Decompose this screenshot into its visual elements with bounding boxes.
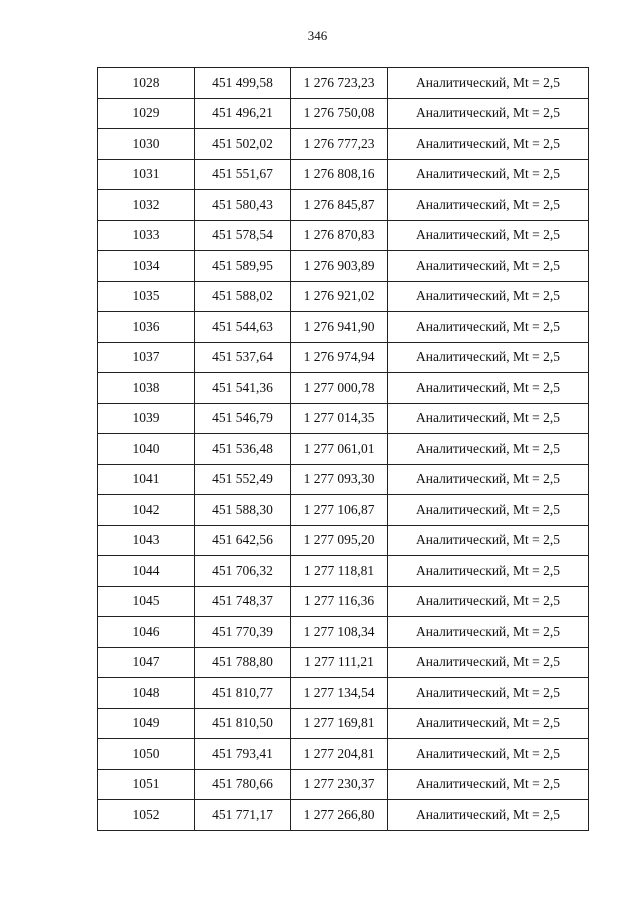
method-cell: Аналитический, Mt = 2,5 (388, 586, 589, 617)
point-number-cell: 1040 (98, 434, 195, 465)
y-coordinate-cell: 1 276 845,87 (291, 190, 388, 221)
x-coordinate-cell: 451 810,50 (195, 708, 291, 739)
y-coordinate-cell: 1 277 169,81 (291, 708, 388, 739)
point-number-cell: 1042 (98, 495, 195, 526)
y-coordinate-cell: 1 277 118,81 (291, 556, 388, 587)
table-row (98, 373, 589, 404)
point-number-cell: 1028 (98, 68, 195, 99)
x-coordinate-cell: 451 642,56 (195, 525, 291, 556)
x-coordinate-cell: 451 589,95 (195, 251, 291, 282)
y-coordinate-cell: 1 276 870,83 (291, 220, 388, 251)
method-cell: Аналитический, Mt = 2,5 (388, 68, 589, 99)
table-row (98, 800, 589, 831)
y-coordinate-cell: 1 277 111,21 (291, 647, 388, 678)
method-cell: Аналитический, Mt = 2,5 (388, 464, 589, 495)
y-coordinate-cell: 1 277 000,78 (291, 373, 388, 404)
point-number-cell: 1039 (98, 403, 195, 434)
method-cell: Аналитический, Mt = 2,5 (388, 159, 589, 190)
point-number-cell: 1032 (98, 190, 195, 221)
y-coordinate-cell: 1 276 941,90 (291, 312, 388, 343)
table-row (98, 586, 589, 617)
point-number-cell: 1038 (98, 373, 195, 404)
y-coordinate-cell: 1 276 808,16 (291, 159, 388, 190)
method-cell: Аналитический, Mt = 2,5 (388, 403, 589, 434)
point-number-cell: 1046 (98, 617, 195, 648)
x-coordinate-cell: 451 496,21 (195, 98, 291, 129)
point-number-cell: 1034 (98, 251, 195, 282)
point-number-cell: 1031 (98, 159, 195, 190)
table-row (98, 647, 589, 678)
method-cell: Аналитический, Mt = 2,5 (388, 495, 589, 526)
x-coordinate-cell: 451 810,77 (195, 678, 291, 709)
x-coordinate-cell: 451 537,64 (195, 342, 291, 373)
x-coordinate-cell: 451 551,67 (195, 159, 291, 190)
method-cell: Аналитический, Mt = 2,5 (388, 434, 589, 465)
table-row (98, 281, 589, 312)
table-row (98, 708, 589, 739)
table-row (98, 68, 589, 99)
y-coordinate-cell: 1 277 108,34 (291, 617, 388, 648)
y-coordinate-cell: 1 277 014,35 (291, 403, 388, 434)
x-coordinate-cell: 451 771,17 (195, 800, 291, 831)
table-row (98, 312, 589, 343)
table-row (98, 342, 589, 373)
method-cell: Аналитический, Mt = 2,5 (388, 342, 589, 373)
table-row (98, 159, 589, 190)
method-cell: Аналитический, Mt = 2,5 (388, 525, 589, 556)
point-number-cell: 1035 (98, 281, 195, 312)
x-coordinate-cell: 451 552,49 (195, 464, 291, 495)
point-number-cell: 1051 (98, 769, 195, 800)
method-cell: Аналитический, Mt = 2,5 (388, 708, 589, 739)
table-row (98, 739, 589, 770)
table-row (98, 190, 589, 221)
x-coordinate-cell: 451 770,39 (195, 617, 291, 648)
table-row (98, 556, 589, 587)
method-cell: Аналитический, Mt = 2,5 (388, 251, 589, 282)
x-coordinate-cell: 451 793,41 (195, 739, 291, 770)
table-row (98, 251, 589, 282)
point-number-cell: 1030 (98, 129, 195, 160)
table-row (98, 464, 589, 495)
point-number-cell: 1045 (98, 586, 195, 617)
table-row (98, 495, 589, 526)
y-coordinate-cell: 1 277 230,37 (291, 769, 388, 800)
x-coordinate-cell: 451 588,30 (195, 495, 291, 526)
point-number-cell: 1048 (98, 678, 195, 709)
point-number-cell: 1043 (98, 525, 195, 556)
method-cell: Аналитический, Mt = 2,5 (388, 312, 589, 343)
x-coordinate-cell: 451 788,80 (195, 647, 291, 678)
table-row (98, 220, 589, 251)
table-row (98, 98, 589, 129)
table-row (98, 617, 589, 648)
y-coordinate-cell: 1 277 061,01 (291, 434, 388, 465)
table-row (98, 678, 589, 709)
method-cell: Аналитический, Mt = 2,5 (388, 678, 589, 709)
y-coordinate-cell: 1 277 095,20 (291, 525, 388, 556)
point-number-cell: 1044 (98, 556, 195, 587)
y-coordinate-cell: 1 276 777,23 (291, 129, 388, 160)
point-number-cell: 1029 (98, 98, 195, 129)
y-coordinate-cell: 1 276 921,02 (291, 281, 388, 312)
x-coordinate-cell: 451 544,63 (195, 312, 291, 343)
coordinates-table-body (98, 68, 589, 831)
table-row (98, 403, 589, 434)
x-coordinate-cell: 451 580,43 (195, 190, 291, 221)
point-number-cell: 1050 (98, 739, 195, 770)
method-cell: Аналитический, Mt = 2,5 (388, 769, 589, 800)
method-cell: Аналитический, Mt = 2,5 (388, 190, 589, 221)
table-row (98, 525, 589, 556)
method-cell: Аналитический, Mt = 2,5 (388, 800, 589, 831)
y-coordinate-cell: 1 277 204,81 (291, 739, 388, 770)
y-coordinate-cell: 1 276 974,94 (291, 342, 388, 373)
x-coordinate-cell: 451 780,66 (195, 769, 291, 800)
point-number-cell: 1049 (98, 708, 195, 739)
y-coordinate-cell: 1 276 903,89 (291, 251, 388, 282)
method-cell: Аналитический, Mt = 2,5 (388, 647, 589, 678)
y-coordinate-cell: 1 277 116,36 (291, 586, 388, 617)
x-coordinate-cell: 451 499,58 (195, 68, 291, 99)
point-number-cell: 1037 (98, 342, 195, 373)
y-coordinate-cell: 1 276 723,23 (291, 68, 388, 99)
x-coordinate-cell: 451 706,32 (195, 556, 291, 587)
x-coordinate-cell: 451 588,02 (195, 281, 291, 312)
point-number-cell: 1036 (98, 312, 195, 343)
table-row (98, 129, 589, 160)
method-cell: Аналитический, Mt = 2,5 (388, 739, 589, 770)
page-number: 346 (307, 28, 328, 43)
x-coordinate-cell: 451 748,37 (195, 586, 291, 617)
coordinates-table (97, 67, 589, 831)
point-number-cell: 1052 (98, 800, 195, 831)
point-number-cell: 1033 (98, 220, 195, 251)
method-cell: Аналитический, Mt = 2,5 (388, 617, 589, 648)
x-coordinate-cell: 451 502,02 (195, 129, 291, 160)
table-row (98, 434, 589, 465)
x-coordinate-cell: 451 546,79 (195, 403, 291, 434)
y-coordinate-cell: 1 276 750,08 (291, 98, 388, 129)
table-row (98, 769, 589, 800)
method-cell: Аналитический, Mt = 2,5 (388, 220, 589, 251)
method-cell: Аналитический, Mt = 2,5 (388, 373, 589, 404)
y-coordinate-cell: 1 277 106,87 (291, 495, 388, 526)
x-coordinate-cell: 451 541,36 (195, 373, 291, 404)
method-cell: Аналитический, Mt = 2,5 (388, 98, 589, 129)
y-coordinate-cell: 1 277 266,80 (291, 800, 388, 831)
method-cell: Аналитический, Mt = 2,5 (388, 556, 589, 587)
x-coordinate-cell: 451 536,48 (195, 434, 291, 465)
y-coordinate-cell: 1 277 134,54 (291, 678, 388, 709)
method-cell: Аналитический, Mt = 2,5 (388, 281, 589, 312)
x-coordinate-cell: 451 578,54 (195, 220, 291, 251)
y-coordinate-cell: 1 277 093,30 (291, 464, 388, 495)
method-cell: Аналитический, Mt = 2,5 (388, 129, 589, 160)
point-number-cell: 1041 (98, 464, 195, 495)
point-number-cell: 1047 (98, 647, 195, 678)
